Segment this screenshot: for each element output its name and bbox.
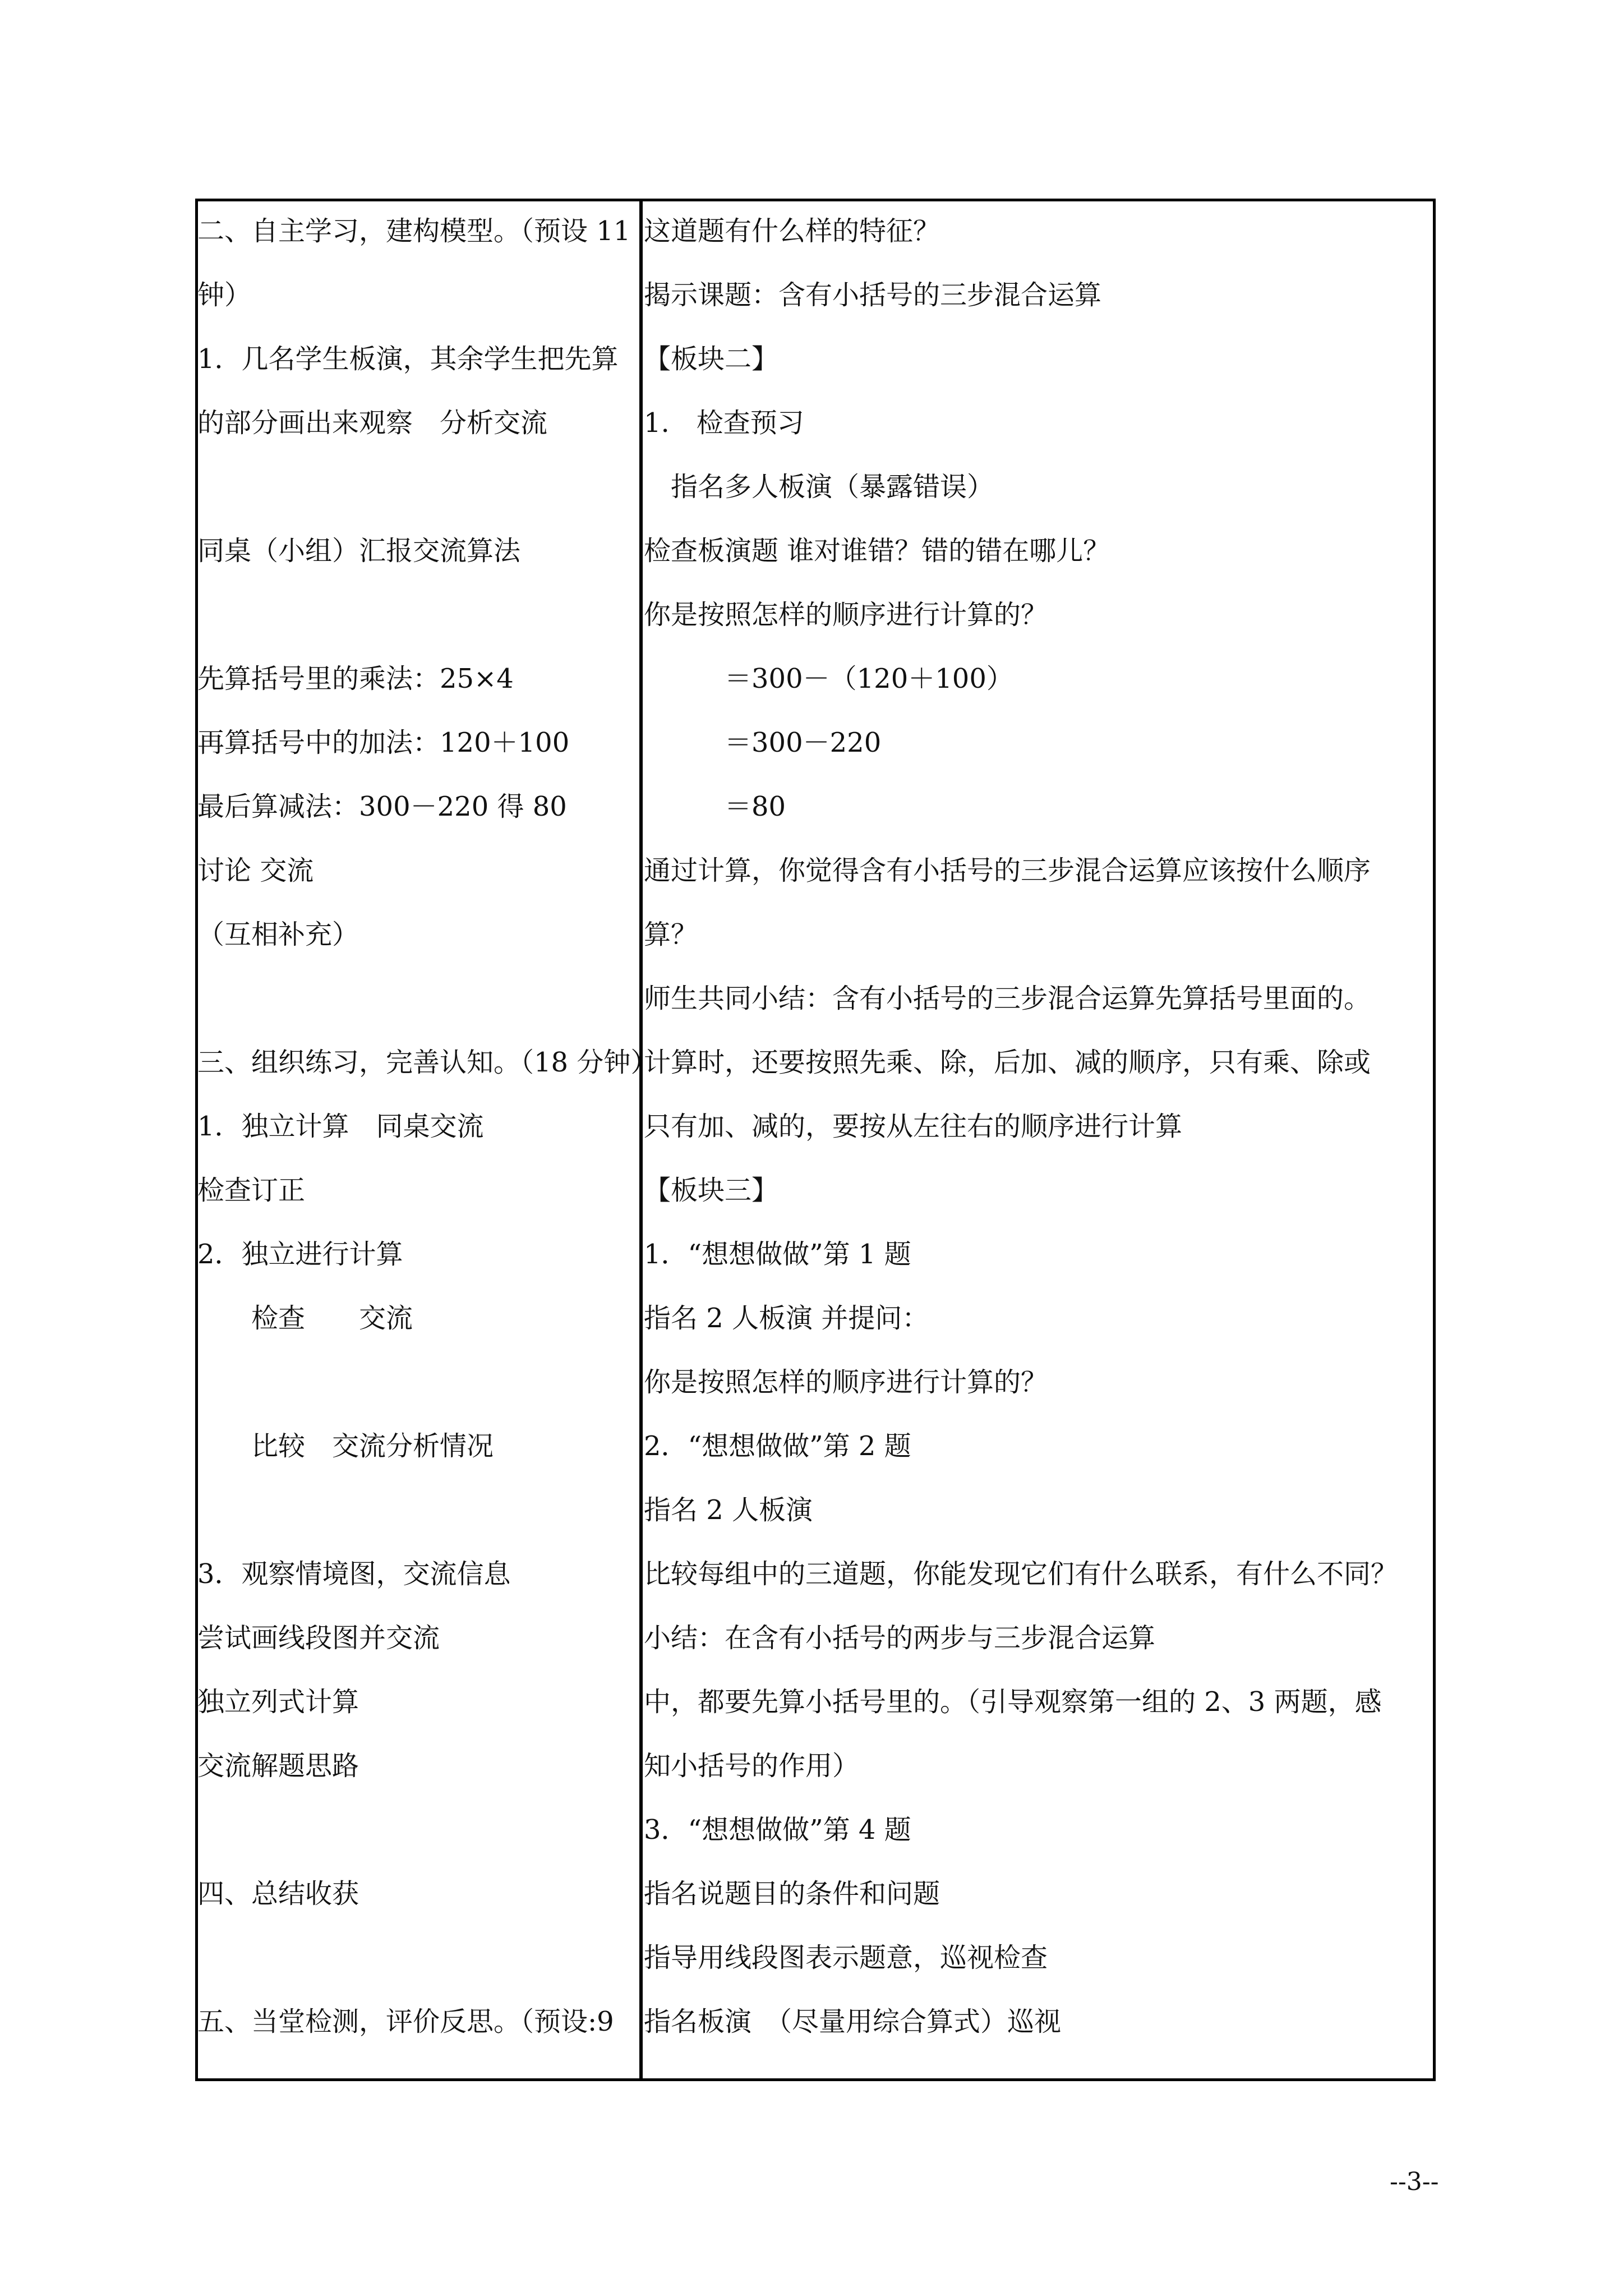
right-line: ＝300－（120＋100） [644,663,1013,694]
left-line: 五、当堂检测，评价反思。（预设:9 [197,2006,614,2037]
left-line: 2．独立进行计算 [197,1239,403,1270]
left-line: 检查订正 [197,1175,306,1206]
left-line: 尝试画线段图并交流 [197,1622,440,1654]
column-divider [639,199,643,2081]
right-line: 算？ [644,919,698,950]
left-line: 交流解题思路 [197,1750,359,1782]
right-line: 指名板演 （尽量用综合算式）巡视 [644,2006,1062,2037]
right-line: 3．“想想做做”第 4 题 [644,1814,911,1846]
right-line: 指导用线段图表示题意，巡视检查 [644,1942,1048,1973]
left-line: 最后算减法：300－220 得 80 [197,791,567,822]
right-line: 指名 2 人板演 [644,1494,813,1526]
right-line: 这道题有什么样的特征？ [644,215,940,247]
right-line: 指名多人板演（暴露错误） [644,471,994,503]
left-line: 1．独立计算 同桌交流 [197,1111,484,1142]
right-line: 知小括号的作用） [644,1750,860,1782]
right-line: 指名 2 人板演 并提问： [644,1303,929,1334]
right-line: 你是按照怎样的顺序进行计算的？ [644,1366,1048,1398]
right-line: 1．“想想做做”第 1 题 [644,1239,911,1270]
right-line: 比较每组中的三道题，你能发现它们有什么联系，有什么不同？ [644,1558,1398,1590]
left-line: 先算括号里的乘法：25×4 [197,663,514,694]
right-line: 【板块二】 [644,343,779,375]
left-line: 的部分画出来观察 分析交流 [197,407,548,439]
right-line: 2．“想想做做”第 2 题 [644,1430,911,1462]
left-line: 1．几名学生板演，其余学生把先算 [197,343,619,375]
right-line: 指名说题目的条件和问题 [644,1878,940,1910]
right-line: 揭示课题：含有小括号的三步混合运算 [644,279,1102,311]
left-line: 四、总结收获 [197,1878,359,1910]
right-line: 【板块三】 [644,1175,779,1206]
right-line: 小结：在含有小括号的两步与三步混合运算 [644,1622,1156,1654]
left-line: 比较 交流分析情况 [197,1430,494,1462]
right-line: 计算时，还要按照先乘、除，后加、减的顺序，只有乘、除或 [644,1047,1371,1078]
left-line: 钟） [197,279,252,311]
left-line: 3．观察情境图，交流信息 [197,1558,511,1590]
right-line: ＝300－220 [644,727,882,758]
left-line: 同桌（小组）汇报交流算法 [197,535,521,567]
page-number: --3-- [1390,2168,1439,2196]
right-line: 师生共同小结：含有小括号的三步混合运算先算括号里面的。 [644,983,1371,1014]
left-line: 讨论 交流 [197,855,314,886]
left-line: 再算括号中的加法：120＋100 [197,727,570,758]
left-line: 二、自主学习，建构模型。（预设 11 [197,215,631,247]
right-line: 你是按照怎样的顺序进行计算的？ [644,599,1048,631]
left-line: 检查 交流 [197,1303,413,1334]
left-line: 三、组织练习，完善认知。（18 分钟） [197,1047,658,1078]
right-line: 检查板演题 谁对谁错？错的错在哪儿？ [644,535,1110,567]
left-line: 独立列式计算 [197,1686,359,1718]
left-line: （互相补充） [197,919,359,950]
right-line: 只有加、减的，要按从左往右的顺序进行计算 [644,1111,1183,1142]
right-line: ＝80 [644,791,786,822]
right-line: 中，都要先算小括号里的。（引导观察第一组的 2、3 两题，感 [644,1686,1382,1718]
right-line: 1. 检查预习 [644,407,804,439]
right-line: 通过计算，你觉得含有小括号的三步混合运算应该按什么顺序 [644,855,1371,886]
